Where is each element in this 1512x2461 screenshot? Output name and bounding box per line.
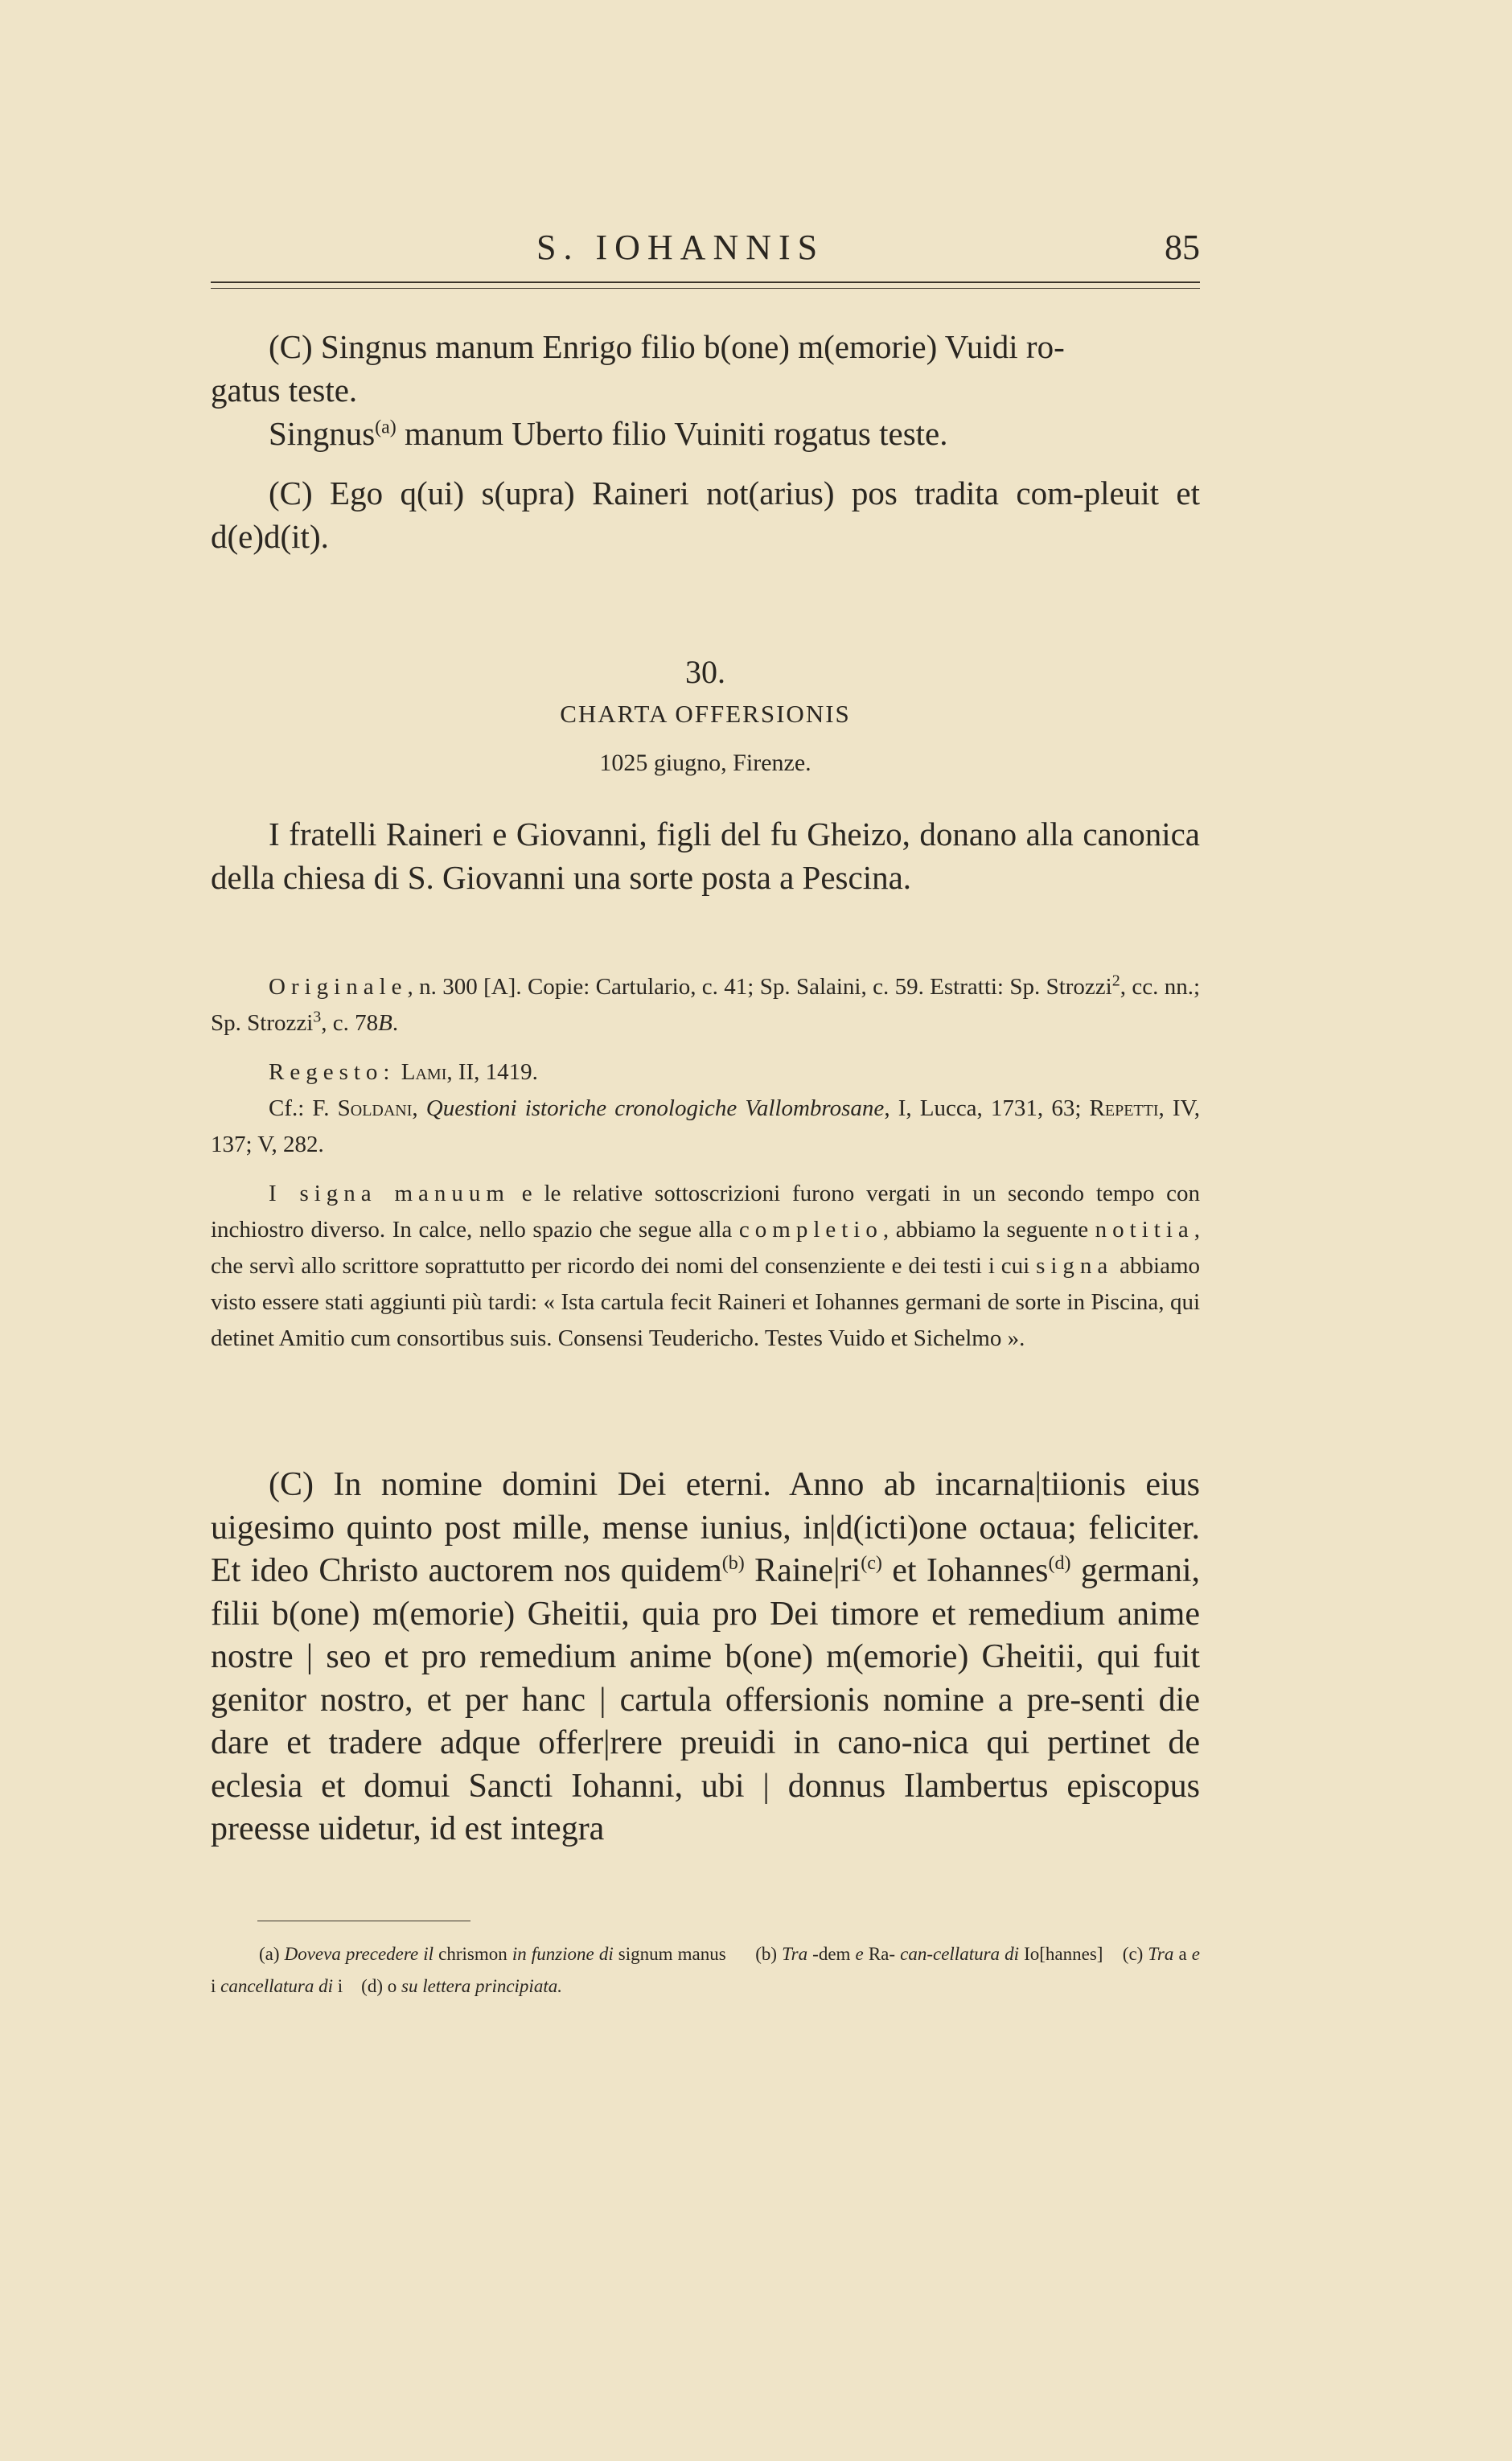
- regesto-note: Regesto: Lami, II, 1419.: [269, 1059, 538, 1085]
- header-rule: [211, 281, 1200, 289]
- page-number: 85: [1165, 228, 1200, 267]
- tradition-note: Originale, n. 300 [A]. Copie: Cartulario, c. 41; Sp. Salaini, c. 59. Estratti: Sp. Strozzi$^2$, cc. nn.; Sp. Strozzi$^3$, c. 78B.: [211, 972, 1200, 1036]
- editorial-note: I signa manuum e le relative sottoscrizioni furono vergati in un secondo tempo con inchiostro diverso. In calce, nello spazio che segue alla completio, abbiamo la seguente notitia, che servì allo scrittore soprattutto per ricordo dei nomi del consenziente e dei testi i cui signa abbiamo visto essere stati aggiunti più tardi: « Ista cartula fecit Raineri et Iohannes germani de sorte in Piscina, qui detinet Amitio cum consortibus suis. Consensi Teudericho. Testes Vuido et Sichelmo ».: [211, 1181, 1201, 1351]
- critical-apparatus: [211, 969, 1200, 1357]
- charter-text: (C) In nomine domini Dei eterni. Anno ab incarna|tiionis eius uigesimo quinto post mille, mense iunius, in|d(icti)one octaua; feliciter. Et ideo Christo auctorem nos quidem$^{(b)}$ $Raine|ri^{(c)}$ et Iohannes$^{(d)}$ germani, filii b(one) m(emorie) Gheitii, quia pro Dei timore et remedium anime nostre | seo et pro remedium anime b(one) m(emorie) Gheitii, qui fuit genitor nostro, et per hanc | cartula offersionis nomine a pre-senti die dare et tradere adque offer|rere preuidi in cano-nica qui pertinet de eclesia et domui Sancti Iohanni, ubi | donnus Ilambertus episcopus preesse uidetur, id est integra: [211, 1466, 1201, 1847]
- running-head: [211, 227, 1200, 275]
- notary-completio: (C) Ego q(ui) s(upra) Raineri not(arius) pos tradita com-pleuit et d(e)d(it).: [211, 475, 1200, 555]
- subscription-enrigo: (C) Singnus manum Enrigo filio b(one) m(emorie) Vuidi ro- gatus teste.: [211, 328, 1065, 409]
- footnote-marker-a: (a): [375, 417, 396, 438]
- footnotes-text: (a) Doveva precedere il chrismon in funzione di signum manus (b) Tra -dem e Ra- can-cellatura di Io[hannes] (c) Tra a e i cancellatura di i (d) o su lettera principiata.: [211, 1944, 1200, 1996]
- running-title: S. IOHANNIS: [536, 228, 825, 267]
- footnote-marker-b: (b): [721, 1553, 745, 1574]
- document-title: CHARTA OFFERSIONIS: [560, 700, 851, 728]
- bibliography-note: Cf.: F. Soldani, Questioni istoriche cronologiche Vallombrosane, I, Lucca, 1731, 63; Repetti, IV, 137; V, 282.: [211, 1095, 1201, 1157]
- footnote-marker-d: (d): [1048, 1553, 1071, 1574]
- footnotes: [211, 1938, 1200, 2003]
- previous-document-subscriptions: [211, 325, 1200, 558]
- footnote-marker-c: (c): [861, 1553, 882, 1574]
- document-date: 1025 giugno, Firenze.: [599, 750, 811, 776]
- document-summary: I fratelli Raineri e Giovanni, figli del fu Gheizo, donano alla canonica della chiesa di S. Giovanni una sorte posta a Pescina.: [211, 816, 1200, 896]
- subscription-uberto: Singnus$^{(a)}$ manum Uberto filio Vuiniti rogatus teste.: [269, 415, 948, 452]
- document-number: 30.: [685, 654, 725, 690]
